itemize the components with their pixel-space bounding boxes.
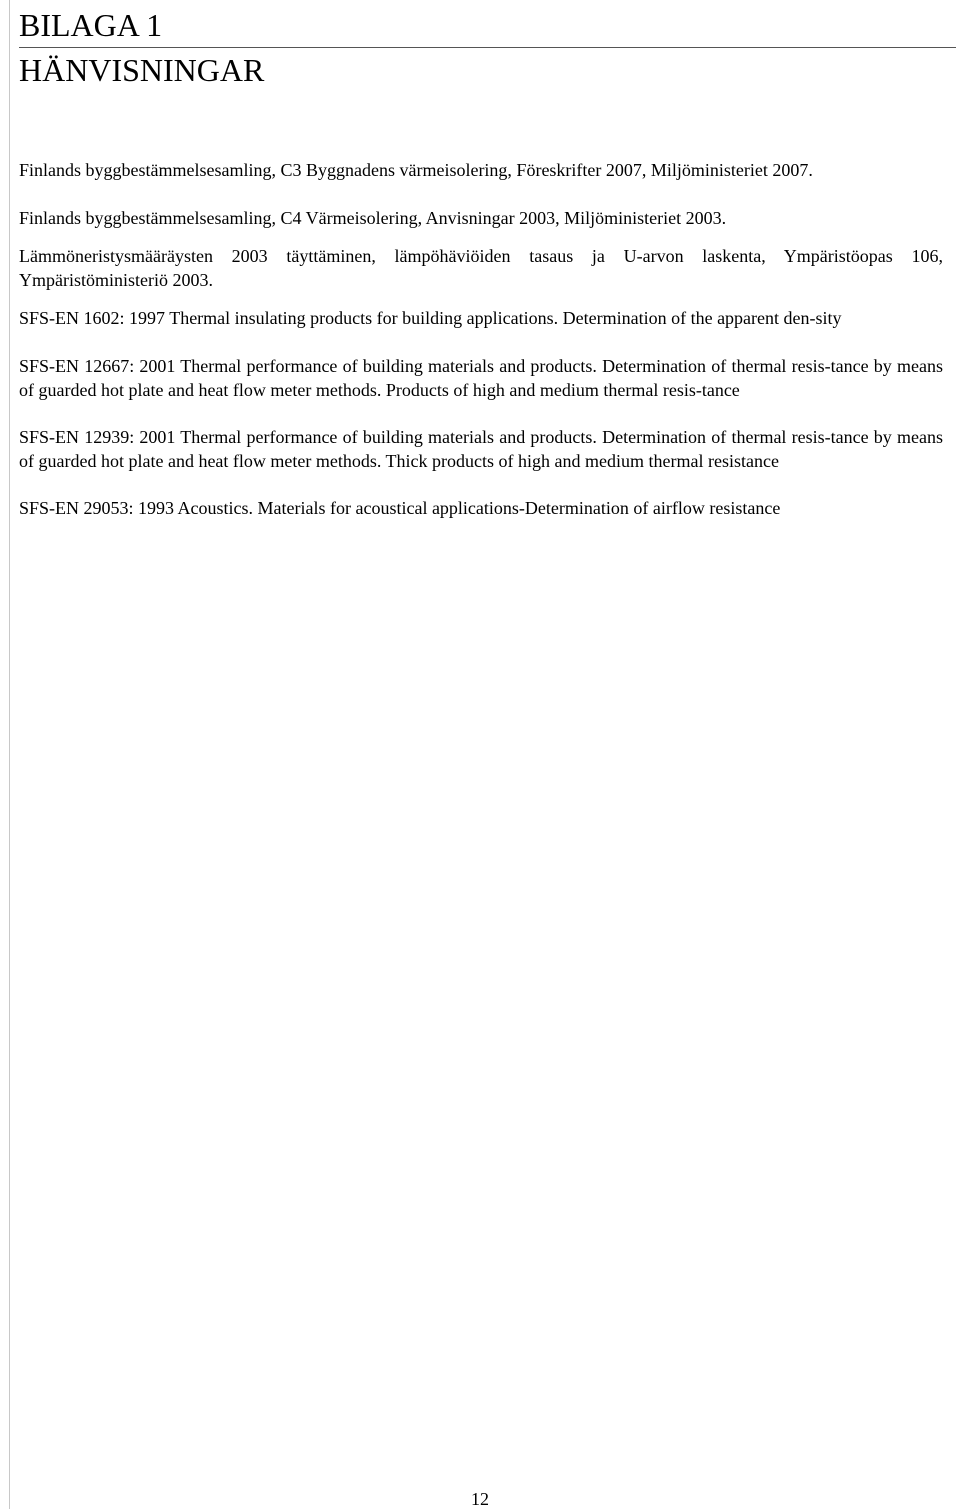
- header-divider: [19, 47, 956, 48]
- reference-item: SFS-EN 29053: 1993 Acoustics. Materials for acoustical applications-Determination of airflow resistance: [19, 498, 781, 518]
- left-margin-rule: [9, 0, 10, 1509]
- reference-item: Lämmöneristysmääräysten 2003 täyttäminen, lämpöhäviöiden tasaus ja U-arvon laskenta, Ympäristöopas 106, Ympäristöministeriö 2003.: [19, 246, 943, 290]
- appendix-title: BILAGA 1: [19, 7, 163, 43]
- reference-item: SFS-EN 12939: 2001 Thermal performance of building materials and products. Determination of thermal resis-tance by means of guarded hot plate and heat flow meter methods. Thick products of high and medium thermal resistance: [19, 427, 943, 471]
- reference-item: SFS-EN 12667: 2001 Thermal performance of building materials and products. Determination of thermal resis-tance by means of guarded hot plate and heat flow meter methods. Products of high and medium thermal resis-tance: [19, 356, 943, 400]
- reference-item: Finlands byggbestämmelsesamling, C4 Värmeisolering, Anvisningar 2003, Miljöministeriet 2003.: [19, 208, 727, 228]
- reference-item: SFS-EN 1602: 1997 Thermal insulating products for building applications. Determination of the apparent den-sity: [19, 308, 842, 328]
- section-title: HÄNVISNINGAR: [19, 52, 265, 88]
- reference-list: [19, 158, 943, 520]
- page-header: [19, 0, 956, 96]
- page-number: 12: [471, 1489, 489, 1509]
- reference-item: Finlands byggbestämmelsesamling, C3 Byggnadens värmeisolering, Föreskrifter 2007, Miljöministeriet 2007.: [19, 160, 813, 180]
